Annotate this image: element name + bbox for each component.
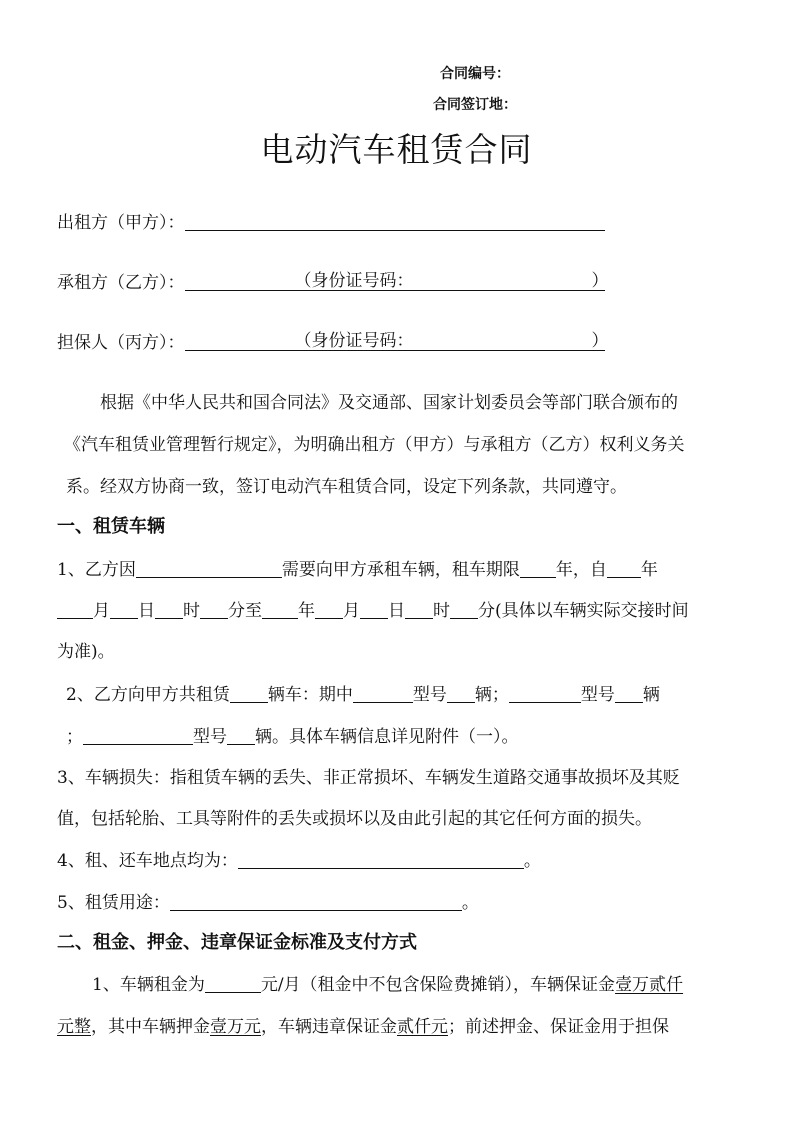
lessor-blank[interactable]	[185, 212, 605, 231]
lessor-line	[57, 212, 605, 234]
term-years-blank[interactable]	[520, 559, 556, 578]
lessee-label: 承租方（乙方）：	[57, 273, 185, 293]
guarantor-close-paren: ）	[591, 331, 609, 351]
end-hour-blank[interactable]	[405, 600, 433, 619]
model1-count-blank[interactable]	[447, 684, 475, 703]
vehicle-deposit-amount: 壹万元	[210, 1017, 261, 1037]
section2-heading: 二、租金、押金、违章保证金标准及支付方式	[57, 932, 417, 953]
s1-item2-line2: ； 型号 辆。具体车辆信息详见附件（一）。	[66, 727, 519, 747]
preamble-line-2: 《汽车租赁业管理暂行规定》，为明确出租方（甲方）与承租方（乙方）权利义务关	[64, 435, 685, 455]
contract-number-label: 合同编号：	[440, 66, 510, 82]
guarantor-blank[interactable]	[185, 331, 609, 351]
preamble-line-3: 系。经双方协商一致，签订电动汽车租赁合同，设定下列条款，共同遵守。	[66, 477, 627, 497]
lessee-line	[57, 271, 609, 294]
start-hour-blank[interactable]	[155, 600, 183, 619]
start-year-blank[interactable]	[607, 559, 641, 578]
start-month-blank[interactable]	[57, 600, 93, 619]
lessee-close-paren: ）	[591, 271, 609, 291]
pickup-location-blank[interactable]	[238, 850, 524, 869]
usage-blank[interactable]	[170, 892, 462, 911]
model1-blank[interactable]	[353, 684, 413, 703]
model2-blank[interactable]	[509, 684, 581, 703]
s1-item1-line2: 月 日 时 分至 年 月 日 时 分(具体以车辆实际交接时间	[57, 600, 689, 622]
lessee-blank[interactable]	[185, 271, 609, 291]
section1-heading: 一、租赁车辆	[57, 516, 165, 537]
model3-count-blank[interactable]	[227, 726, 255, 745]
end-year-blank[interactable]	[262, 600, 298, 619]
violation-deposit-amount: 贰仟元	[397, 1017, 448, 1037]
s1-item3-line1: 3、车辆损失：指租赁车辆的丢失、非正常损坏、车辆发生道路交通事故损坏及其贬	[57, 768, 680, 788]
end-minute-blank[interactable]	[450, 600, 478, 619]
model2-count-blank[interactable]	[615, 684, 643, 703]
s1-item1-line1: 1、乙方因 需要向甲方承租车辆，租车期限 年，自 年	[57, 560, 658, 580]
start-minute-blank[interactable]	[200, 600, 228, 619]
s2-item1-line1: 1、车辆租金为 元/月（租金中不包含保险费摊销），车辆保证金壹万贰仟	[92, 975, 684, 995]
s2-item1-line2: 元整，其中车辆押金壹万元，车辆违章保证金贰仟元；前述押金、保证金用于担保	[57, 1017, 669, 1037]
guarantor-id-label: （身份证号码：	[294, 331, 414, 351]
start-day-blank[interactable]	[110, 600, 138, 619]
s1-item1-line3: 为准)。	[57, 642, 115, 662]
guarantor-label: 担保人（丙方）：	[57, 333, 185, 353]
s1-item5-line: 5、租赁用途： 。	[57, 893, 479, 913]
model3-blank[interactable]	[83, 726, 193, 745]
deposit-total-suffix: 元整	[57, 1017, 91, 1037]
lessor-label: 出租方（甲方）：	[57, 213, 185, 233]
s1-item3-line2: 值，包括轮胎、工具等附件的丢失或损坏以及由此引起的其它任何方面的损失。	[57, 809, 652, 829]
preamble-line-1: 根据《中华人民共和国合同法》及交通部、国家计划委员会等部门联合颁布的	[100, 393, 678, 413]
end-month-blank[interactable]	[315, 600, 343, 619]
vehicle-count-blank[interactable]	[230, 684, 268, 703]
end-day-blank[interactable]	[360, 600, 388, 619]
s1-item2-line1: 2、乙方向甲方共租赁 辆车：期中 型号 辆； 型号 辆	[66, 685, 660, 705]
guarantor-line	[57, 331, 609, 354]
lessee-id-label: （身份证号码：	[294, 271, 414, 291]
document-title: 电动汽车租赁合同	[260, 130, 533, 169]
monthly-rent-blank[interactable]	[205, 974, 261, 993]
signing-place-label: 合同签订地：	[433, 97, 517, 113]
s1-item4-line: 4、租、还车地点均为： 。	[57, 851, 541, 871]
deposit-total-amount: 壹万贰仟	[615, 975, 684, 995]
purpose-blank[interactable]	[136, 559, 282, 578]
